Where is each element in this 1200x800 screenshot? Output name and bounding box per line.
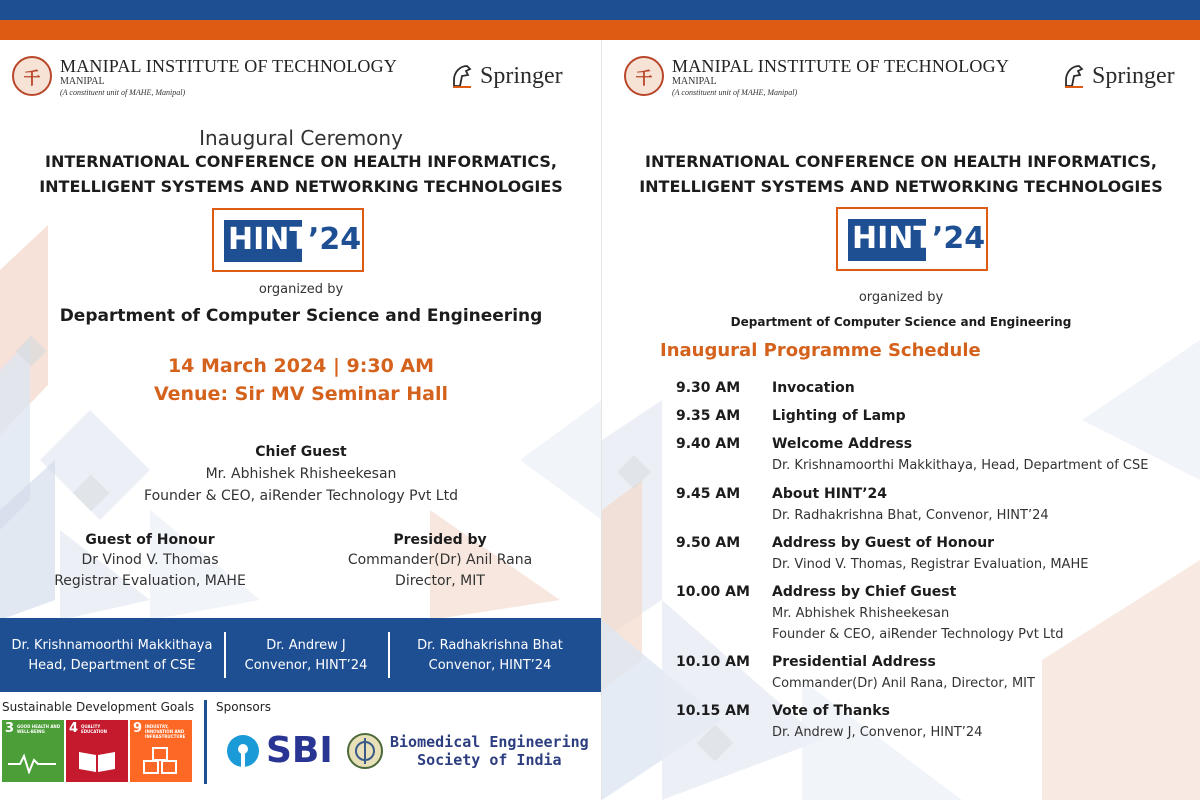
- schedule-title: Invocation: [772, 380, 855, 396]
- sdg-label: INDUSTRY, INNOVATION AND INFRASTRUCTURE: [145, 724, 186, 739]
- schedule-title: About HINT’24: [772, 486, 888, 502]
- organized-by-label: organized by: [258, 282, 344, 297]
- schedule-time: 9.40 AM: [676, 436, 741, 452]
- presided-by-name: Commander(Dr) Anil Rana: [347, 552, 533, 568]
- schedule-detail: Founder & CEO, aiRender Technology Pvt Ltd: [772, 627, 1064, 642]
- hint-logo: [212, 208, 364, 272]
- springer-wordmark: Springer: [480, 62, 563, 89]
- schedule-detail: Commander(Dr) Anil Rana, Director, MIT: [772, 676, 1035, 691]
- institute-city: MANIPAL: [60, 76, 105, 87]
- springer-horse-icon: [450, 62, 474, 90]
- conference-title-line-1: INTERNATIONAL CONFERENCE ON HEALTH INFORMATICS,: [45, 152, 557, 171]
- organiser-3: [390, 636, 590, 676]
- schedule-detail: Dr. Vinod V. Thomas, Registrar Evaluation, MAHE: [772, 557, 1089, 572]
- mit-seal-icon: [624, 56, 664, 96]
- chief-guest-name: Mr. Abhishek Rhisheekesan: [205, 466, 397, 482]
- hint-logo-year: ’24: [308, 222, 362, 257]
- schedule-heading: Inaugural Programme Schedule: [660, 340, 981, 361]
- organiser-1: [0, 636, 224, 676]
- schedule-time: 9.45 AM: [676, 486, 741, 502]
- presided-by-heading: Presided by: [393, 532, 487, 548]
- event-date-time: 14 March 2024 | 9:30 AM: [167, 355, 435, 377]
- sdg-tile-9: [130, 720, 192, 782]
- schedule-title: Lighting of Lamp: [772, 408, 906, 424]
- guest-of-honour-name: Dr Vinod V. Thomas: [81, 552, 219, 568]
- schedule-detail: Dr. Krishnamoorthi Makkithaya, Head, Department of CSE: [772, 458, 1149, 473]
- mit-logo: [12, 56, 397, 98]
- book-icon: [77, 748, 117, 774]
- event-venue: Venue: Sir MV Seminar Hall: [153, 383, 449, 405]
- institute-name: MANIPAL INSTITUTE OF TECHNOLOGY: [60, 56, 398, 76]
- department-name: Department of Computer Science and Engineering: [59, 306, 543, 326]
- seal-glyph: 千: [635, 68, 653, 89]
- schedule-title: Welcome Address: [772, 436, 913, 452]
- sdg-tile-4: [66, 720, 128, 782]
- presided-by-role: Director, MIT: [395, 573, 485, 589]
- schedule-time: 9.30 AM: [676, 380, 741, 396]
- chief-guest-role: Founder & CEO, aiRender Technology Pvt Ltd: [144, 488, 458, 504]
- organiser-2: [226, 636, 386, 676]
- schedule-time: 9.35 AM: [676, 408, 741, 424]
- schedule-title: Presidential Address: [772, 654, 936, 670]
- sdg-tile-3: [2, 720, 64, 782]
- springer-horse-icon: [1062, 62, 1086, 90]
- schedule-time: 10.10 AM: [676, 654, 750, 670]
- schedule-title: Address by Guest of Honour: [772, 535, 995, 551]
- cubes-icon: [141, 746, 181, 776]
- schedule-time: 10.15 AM: [676, 703, 750, 719]
- chief-guest-heading: Chief Guest: [255, 444, 347, 460]
- bmesi-emblem-icon: [346, 732, 384, 770]
- organiser-role: Head, Department of CSE: [28, 658, 196, 673]
- bmesi-name-line-1: Biomedical Engineering: [390, 733, 589, 751]
- organisers-strip: [0, 618, 602, 692]
- schedule-detail: Mr. Abhishek Rhisheekesan: [772, 606, 950, 621]
- hint-logo-year: ’24: [932, 221, 986, 256]
- institute-subtitle: (A constituent unit of MAHE, Manipal): [672, 88, 798, 97]
- organiser-role: Convenor, HINT’24: [244, 658, 368, 673]
- seal-glyph: 千: [23, 68, 41, 89]
- guest-of-honour-role: Registrar Evaluation, MAHE: [54, 573, 246, 589]
- sdg-label: QUALITY EDUCATION: [81, 724, 107, 734]
- bmesi-name-line-2: Society of India: [417, 751, 562, 769]
- sbi-keyhole-icon: [226, 734, 260, 768]
- ceremony-title: Inaugural Ceremony: [199, 126, 403, 150]
- mit-logo: [624, 56, 1009, 98]
- institute-name: MANIPAL INSTITUTE OF TECHNOLOGY: [672, 56, 1010, 76]
- top-banner-orange: [0, 20, 1200, 40]
- schedule-detail: Dr. Radhakrishna Bhat, Convenor, HINT’24: [772, 508, 1049, 523]
- sdg-number: 4: [69, 721, 79, 736]
- guest-of-honour-block: [20, 530, 280, 592]
- organiser-name: Dr. Krishnamoorthi Makkithaya: [11, 638, 213, 653]
- sponsors-divider: [204, 700, 207, 784]
- mit-seal-icon: [12, 56, 52, 96]
- conference-title-line-2: INTELLIGENT SYSTEMS AND NETWORKING TECHNOLOGIES: [39, 177, 563, 196]
- organiser-name: Dr. Radhakrishna Bhat: [417, 638, 563, 653]
- institute-subtitle: (A constituent unit of MAHE, Manipal): [60, 88, 186, 97]
- organiser-name: Dr. Andrew J: [266, 638, 346, 653]
- conference-title-line-1: INTERNATIONAL CONFERENCE ON HEALTH INFORMATICS,: [645, 152, 1157, 171]
- springer-wordmark: Springer: [1092, 62, 1175, 89]
- hint-logo-text: HINT: [228, 222, 310, 257]
- top-banner-blue: [0, 0, 1200, 20]
- sdg-number: 3: [5, 721, 15, 736]
- department-name: Department of Computer Science and Engineering: [730, 315, 1072, 329]
- sbi-logo: [226, 730, 333, 771]
- heartbeat-icon: [8, 752, 58, 774]
- hint-logo-text: HINT: [852, 221, 934, 256]
- springer-logo: [1062, 62, 1175, 90]
- sponsors-heading: Sponsors: [216, 700, 271, 714]
- sdg-number: 9: [133, 721, 143, 736]
- schedule-time: 9.50 AM: [676, 535, 741, 551]
- sdg-heading: Sustainable Development Goals: [2, 700, 195, 714]
- bmesi-logo: [346, 732, 589, 770]
- organized-by-label: organized by: [858, 290, 944, 305]
- sbi-wordmark: SBI: [266, 730, 333, 771]
- institute-city: MANIPAL: [672, 76, 717, 87]
- sdg-label: GOOD HEALTH AND WELL-BEING: [17, 724, 61, 734]
- organiser-role: Convenor, HINT’24: [428, 658, 552, 673]
- presided-by-block: [320, 530, 560, 592]
- conference-title-line-2: INTELLIGENT SYSTEMS AND NETWORKING TECHNOLOGIES: [639, 177, 1163, 196]
- schedule-title: Address by Chief Guest: [772, 584, 957, 600]
- invitation-poster: [0, 40, 602, 800]
- schedule-title: Vote of Thanks: [772, 703, 890, 719]
- schedule-detail: Dr. Andrew J, Convenor, HINT’24: [772, 725, 983, 740]
- guest-of-honour-heading: Guest of Honour: [85, 532, 215, 548]
- schedule-time: 10.00 AM: [676, 584, 750, 600]
- programme-schedule-poster: [602, 40, 1200, 800]
- hint-logo: [836, 207, 988, 271]
- springer-logo: [450, 62, 563, 90]
